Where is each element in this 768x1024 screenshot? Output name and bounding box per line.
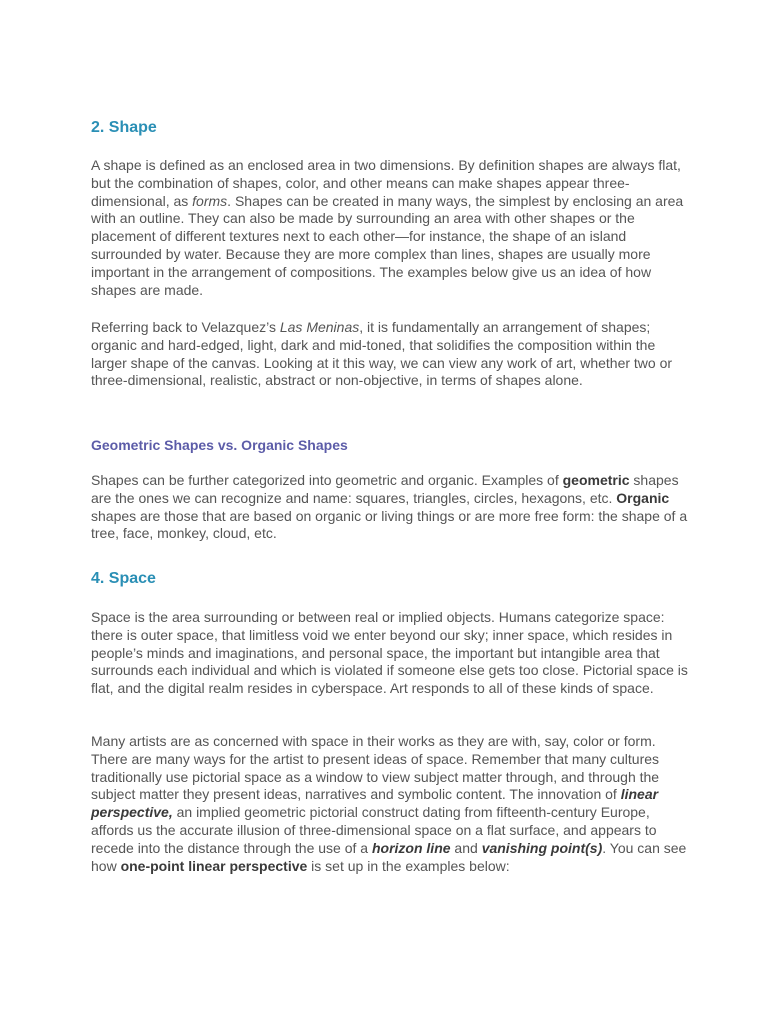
space-paragraph-2 [91, 733, 691, 875]
text-run: is set up in the examples below: [307, 857, 510, 874]
italic-title-las-meninas: Las Meninas [279, 319, 360, 335]
bold-italic-term-vanishing-points: vanishing point(s) [481, 839, 603, 856]
text-run: shapes are those that are based on organic or living things or are more free form: the shape of a tree, face, monkey, cloud, etc. [91, 507, 688, 542]
bold-italic-term-linear-perspective: linear perspective, [91, 786, 659, 821]
section-heading-shape: 2. Shape [91, 119, 157, 136]
text-run: . Shapes can be created in many ways, the simplest by enclosing an area with an outline. They can also be made by surrounding an area with other shapes or the placement of different textures next to each other—for instance, the shape of an island surrounded by water. Because they are more complex than lines, shapes are usually more important in the arrangement of compositions. The examples below give us an idea of how shapes are made. [91, 192, 684, 298]
text-run: an implied geometric pictorial construct dating from fifteenth-century Europe, affords us the accurate illusion of three-dimensional space on a flat surface, and appears to recede into the distance through the use of a [91, 804, 657, 856]
bold-italic-term-horizon-line: horizon line [371, 839, 451, 856]
text-run: Many artists are as concerned with space in their works as they are with, say, color or form. There are many ways for the artist to present ideas of space. Remember that many cultures traditionally use pictorial space as a window to view subject matter through, and through the subject matter they present ideas, narratives and symbolic content. The innovation of [91, 733, 660, 803]
text-run: , it is fundamentally an arrangement of shapes; organic and hard-edged, light, dark and mid-toned, that solidifies the composition within the larger shape of the canvas. Looking at it this way, we can view any work of art, whether two or three-dimensional, realistic, abstract or non-objective, in terms of shapes alone. [91, 319, 673, 389]
shape-paragraph-2 [91, 319, 691, 390]
shape-paragraph-3 [91, 472, 691, 543]
shape-paragraph-1 [91, 157, 691, 299]
space-paragraph-1: Space is the area surrounding or between real or implied objects. Humans categorize space: there is outer space, that limitless void we enter beyond our sky; inner space, which resides in people’s minds and imaginations, and personal space, the important but intangible area that surrounds each individual and which is violated if someone else gets too close. Pictorial space is flat, and the digital realm resides in cyberspace. Art responds to all of these kinds of space. [91, 609, 688, 697]
text-run: Referring back to Velazquez’s [91, 319, 280, 335]
text-run: shapes are the ones we can recognize and name: squares, triangles, circles, hexagons, etc. [91, 472, 679, 506]
text-run: Shapes can be further categorized into geometric and organic. Examples of [91, 472, 563, 488]
bold-term-organic: Organic [616, 489, 670, 506]
text-run: and [450, 839, 482, 856]
bold-term-one-point-linear-perspective: one-point linear perspective [120, 857, 308, 874]
italic-term-forms: forms [192, 192, 228, 209]
section-heading-space: 4. Space [91, 570, 156, 587]
text-run: . You can see how [91, 839, 687, 874]
text-run: A shape is defined as an enclosed area in two dimensions. By definition shapes are always flat, but the combination of shapes, color, and other means can make shapes appear three-dimensional, as [91, 157, 681, 209]
subheading-geometric-organic: Geometric Shapes vs. Organic Shapes [91, 437, 348, 453]
bold-term-geometric: geometric [562, 472, 630, 488]
